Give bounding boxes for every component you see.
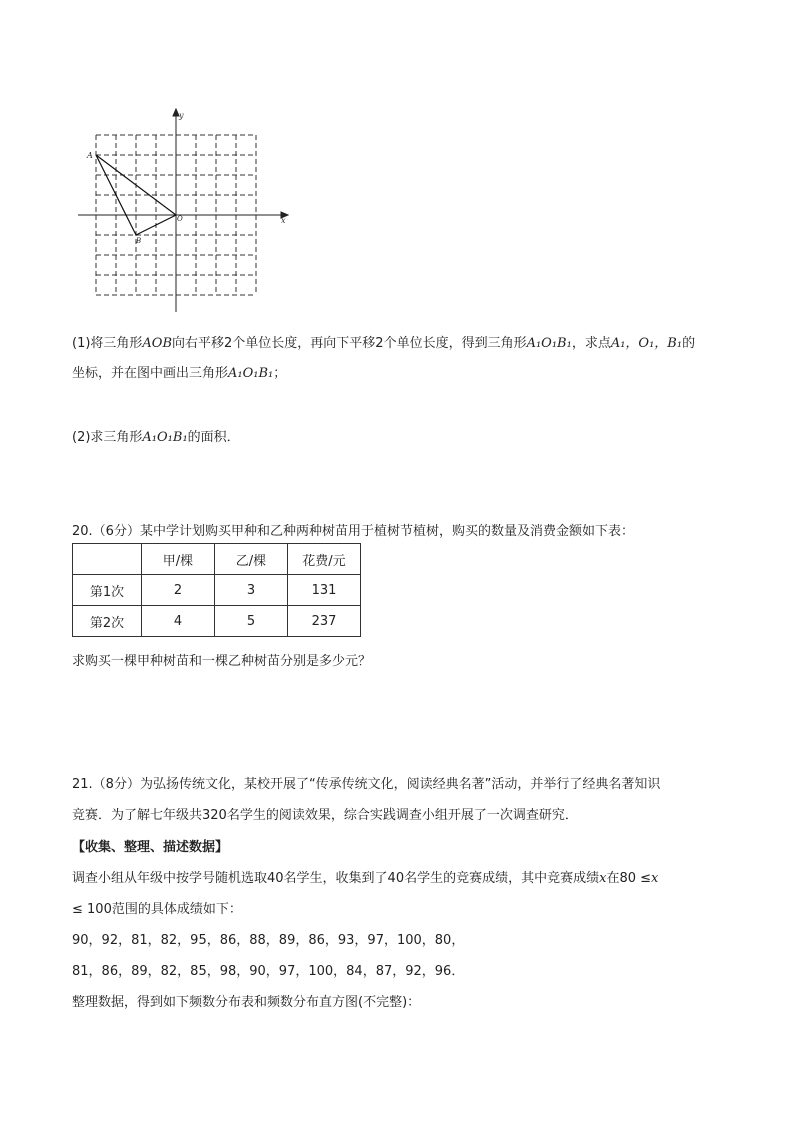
q19-part1-line1 (72, 332, 695, 351)
q19-part1-text-d: 的 (682, 336, 696, 351)
q19-part2-triangle: A₁O₁B₁ (142, 430, 188, 445)
q21-line5: 整理数据，得到如下频数分布表和频数分布直方图(不完整)： (72, 995, 421, 1010)
q20-question: 求购买一棵甲种树苗和一棵乙种树苗分别是多少元？ (72, 654, 372, 669)
table-row (73, 575, 361, 606)
q21-line4: ≤ 100范围的具体成绩如下： (72, 902, 242, 917)
q21-line2: 竞赛．为了解七年级共320名学生的阅读效果，综合实践调查小组开展了一次调查研究． (72, 808, 578, 823)
point-a-label: A (87, 151, 93, 160)
q19-part1-line2 (72, 362, 286, 381)
table-cell: 131 (288, 575, 361, 606)
table-header-cell: 乙/棵 (215, 544, 288, 575)
q19-points: A₁，O₁，B₁ (610, 336, 683, 351)
axis-x-label: x (281, 216, 286, 225)
q21-line3-range: 在80 ≤ (606, 871, 652, 886)
q19-part1-text-b: 向右平移2个单位长度，再向下平移2个单位长度，得到三角形 (172, 336, 527, 351)
q20-table (72, 543, 361, 637)
table-cell: 5 (215, 606, 288, 637)
q19-triangle-a1o1b1: A₁O₁B₁ (526, 336, 572, 351)
table-cell: 2 (142, 575, 215, 606)
table-row (73, 606, 361, 637)
table-cell: 第2次 (73, 606, 142, 637)
q21-line3 (72, 867, 658, 886)
point-o-label: O (177, 215, 183, 223)
q21-scores-line2: 81，86，89，82，85，98，90，97，100，84，87，92，96． (72, 964, 465, 979)
q21-line3-text: 调查小组从年级中按学号随机选取40名学生，收集到了40名学生的竞赛成绩，其中竞赛成绩 (72, 871, 600, 886)
q21-scores-line1: 90，92，81，82，95，86，88，89，86，93，97，100，80， (72, 933, 465, 948)
q19-part1-line2-text: 坐标，并在图中画出三角形 (72, 366, 229, 381)
q19-part1-line2-triangle: A₁O₁B₁ (228, 366, 274, 381)
axis-y-label: y (179, 111, 184, 120)
table-cell: 4 (142, 606, 215, 637)
q19-part1-text-c: ，求点 (571, 336, 611, 351)
q19-part2-end: 的面积． (187, 430, 240, 445)
q19-part2-text: (2)求三角形 (72, 430, 143, 445)
q21-section-title: 【收集、整理、描述数据】 (72, 840, 229, 855)
q19-part1-text: (1)将三角形 (72, 336, 143, 351)
table-cell: 3 (215, 575, 288, 606)
q19-part1-line2-end: ； (273, 366, 287, 381)
point-b-label: B (136, 237, 142, 245)
table-header-cell (73, 544, 142, 575)
table-header-row (73, 544, 361, 575)
q19-triangle-aob: AOB (142, 336, 173, 351)
q21-line1: 21.（8分）为弘扬传统文化，某校开展了“传承传统文化，阅读经典名著”活动，并举行了经典名著知识 (72, 777, 661, 792)
q21-variable-x: x (599, 871, 607, 886)
table-cell: 第1次 (73, 575, 142, 606)
table-header-cell: 甲/棵 (142, 544, 215, 575)
coordinate-grid-figure (70, 105, 300, 315)
table-header-cell: 花费/元 (288, 544, 361, 575)
q21-variable-x2: x (651, 871, 659, 886)
q19-part2 (72, 426, 240, 445)
table-cell: 237 (288, 606, 361, 637)
q20-stem: 20.（6分）某中学计划购买甲种和乙种两种树苗用于植树节植树，购买的数量及消费金额如下表： (72, 524, 634, 539)
